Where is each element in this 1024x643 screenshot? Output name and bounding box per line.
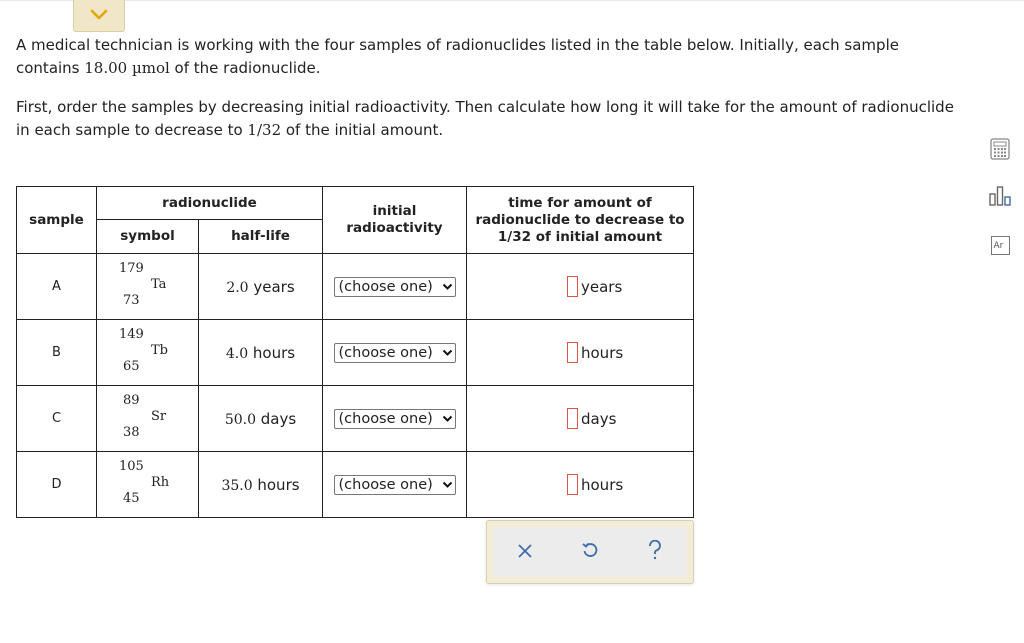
intro-line-2 <box>16 57 1016 80</box>
radioactivity-select[interactable] <box>334 409 456 429</box>
time-answer-input[interactable] <box>567 276 578 297</box>
help-button[interactable] <box>640 537 670 567</box>
action-buttons <box>493 527 687 577</box>
atomic-number: 45 <box>123 491 140 506</box>
time-header-line-1: time for amount of <box>508 194 652 211</box>
sample-label: D <box>17 452 97 518</box>
select-value: (choose one) <box>338 477 433 493</box>
answer-unit: years <box>581 277 623 296</box>
initial-radioactivity-header <box>323 187 467 254</box>
half-life-value: 50.0 <box>224 411 256 428</box>
time-answer-input[interactable] <box>567 408 578 429</box>
half-life-value: 35.0 <box>221 477 253 494</box>
data-analysis-button[interactable] <box>987 185 1013 211</box>
undo-button[interactable] <box>575 537 605 567</box>
sample-header: sample <box>17 187 97 254</box>
calculator-button[interactable] <box>987 138 1013 164</box>
select-value: (choose one) <box>338 411 433 427</box>
periodic-table-label: Ar <box>993 240 1004 251</box>
intro-line-1: A medical technician is working with the four samples of radionuclides listed in the table below. Initially, each sample <box>16 36 899 54</box>
half-life-unit: hours <box>248 343 296 362</box>
answer-unit: days <box>581 409 617 428</box>
help-icon <box>647 540 663 565</box>
collapse-toggle-button[interactable] <box>73 0 125 32</box>
initial-radioactivity-label: initial radioactivity <box>346 203 443 236</box>
mass-number: 105 <box>119 459 144 474</box>
nuclide-symbol-cell <box>97 386 199 452</box>
nuclide-symbol-cell <box>97 254 199 320</box>
half-life-cell <box>199 254 323 320</box>
time-answer-cell <box>467 386 694 452</box>
atomic-number: 73 <box>123 293 140 308</box>
time-answer-cell <box>467 320 694 386</box>
bar-chart-icon <box>988 185 1012 211</box>
time-header-line-2: radionuclide to decrease to <box>475 211 685 228</box>
instructions-text: in each sample to decrease to <box>16 121 248 139</box>
table-row <box>17 320 694 386</box>
instructions-line-2 <box>16 119 1016 142</box>
problem-intro <box>16 34 1016 80</box>
periodic-table-icon <box>991 236 1010 255</box>
half-life-unit: years <box>248 277 295 296</box>
nuclide-symbol <box>97 320 198 385</box>
sample-label: A <box>17 254 97 320</box>
radionuclide-header: radionuclide <box>97 187 323 220</box>
chevron-down-icon <box>442 477 453 493</box>
element-symbol: Ta <box>151 277 167 292</box>
fraction-value: 1/32 <box>247 121 282 139</box>
clear-button[interactable] <box>510 537 540 567</box>
answer-unit: hours <box>581 475 624 494</box>
problem-instructions <box>16 96 1016 142</box>
radioactivity-cell <box>323 386 467 452</box>
sample-label: B <box>17 320 97 386</box>
nuclide-symbol <box>97 386 198 451</box>
symbol-header: symbol <box>97 220 199 254</box>
answer-unit: hours <box>581 343 624 362</box>
time-answer-cell <box>467 254 694 320</box>
sample-label: C <box>17 386 97 452</box>
time-answer-cell <box>467 452 694 518</box>
half-life-unit: days <box>255 409 297 428</box>
radioactivity-cell <box>323 452 467 518</box>
nuclide-symbol-cell <box>97 320 199 386</box>
mass-number: 149 <box>119 327 144 342</box>
periodic-table-button[interactable] <box>987 232 1013 258</box>
half-life-cell <box>199 452 323 518</box>
mass-number: 89 <box>123 393 140 408</box>
half-life-cell <box>199 386 323 452</box>
half-life-value: 2.0 <box>226 279 249 296</box>
chevron-down-icon <box>442 279 453 295</box>
half-life-cell <box>199 320 323 386</box>
chevron-down-icon <box>90 6 108 25</box>
radioactivity-select[interactable] <box>334 277 456 297</box>
half-life-unit: hours <box>252 475 300 494</box>
instructions-text: of the initial amount. <box>281 121 444 139</box>
time-answer-input[interactable] <box>567 342 578 363</box>
table-row <box>17 452 694 518</box>
radioactivity-select[interactable] <box>334 343 456 363</box>
radionuclide-table <box>16 186 694 518</box>
time-header <box>467 187 694 254</box>
initial-amount: 18.00 µmol <box>84 59 170 77</box>
nuclide-symbol <box>97 254 198 319</box>
nuclide-symbol <box>97 452 198 517</box>
chevron-down-icon <box>442 411 453 427</box>
nuclide-symbol-cell <box>97 452 199 518</box>
half-life-value: 4.0 <box>225 345 249 362</box>
calculator-icon <box>990 138 1010 164</box>
tools-sidebar <box>985 138 1015 279</box>
intro-text: of the radionuclide. <box>169 59 321 77</box>
undo-icon <box>581 540 599 564</box>
mass-number: 179 <box>119 261 144 276</box>
radioactivity-cell <box>323 320 467 386</box>
instructions-line-1: First, order the samples by decreasing initial radioactivity. Then calculate how long it will take for the amount of radionuclide <box>16 98 954 116</box>
radioactivity-cell <box>323 254 467 320</box>
element-symbol: Tb <box>151 343 168 358</box>
element-symbol: Sr <box>151 409 167 424</box>
half-life-header: half-life <box>199 220 323 254</box>
table-row <box>17 254 694 320</box>
time-header-line-3: 1/32 of initial amount <box>497 228 663 245</box>
answer-action-bar <box>486 520 694 584</box>
element-symbol: Rh <box>151 475 170 490</box>
atomic-number: 38 <box>123 425 140 440</box>
top-divider <box>0 0 1024 1</box>
select-value: (choose one) <box>338 345 433 361</box>
intro-text: contains <box>16 59 85 77</box>
chevron-down-icon <box>442 345 453 361</box>
table-row <box>17 386 694 452</box>
close-icon <box>517 540 533 564</box>
atomic-number: 65 <box>123 359 140 374</box>
time-answer-input[interactable] <box>567 474 578 495</box>
radioactivity-select[interactable] <box>334 475 456 495</box>
select-value: (choose one) <box>338 279 433 295</box>
